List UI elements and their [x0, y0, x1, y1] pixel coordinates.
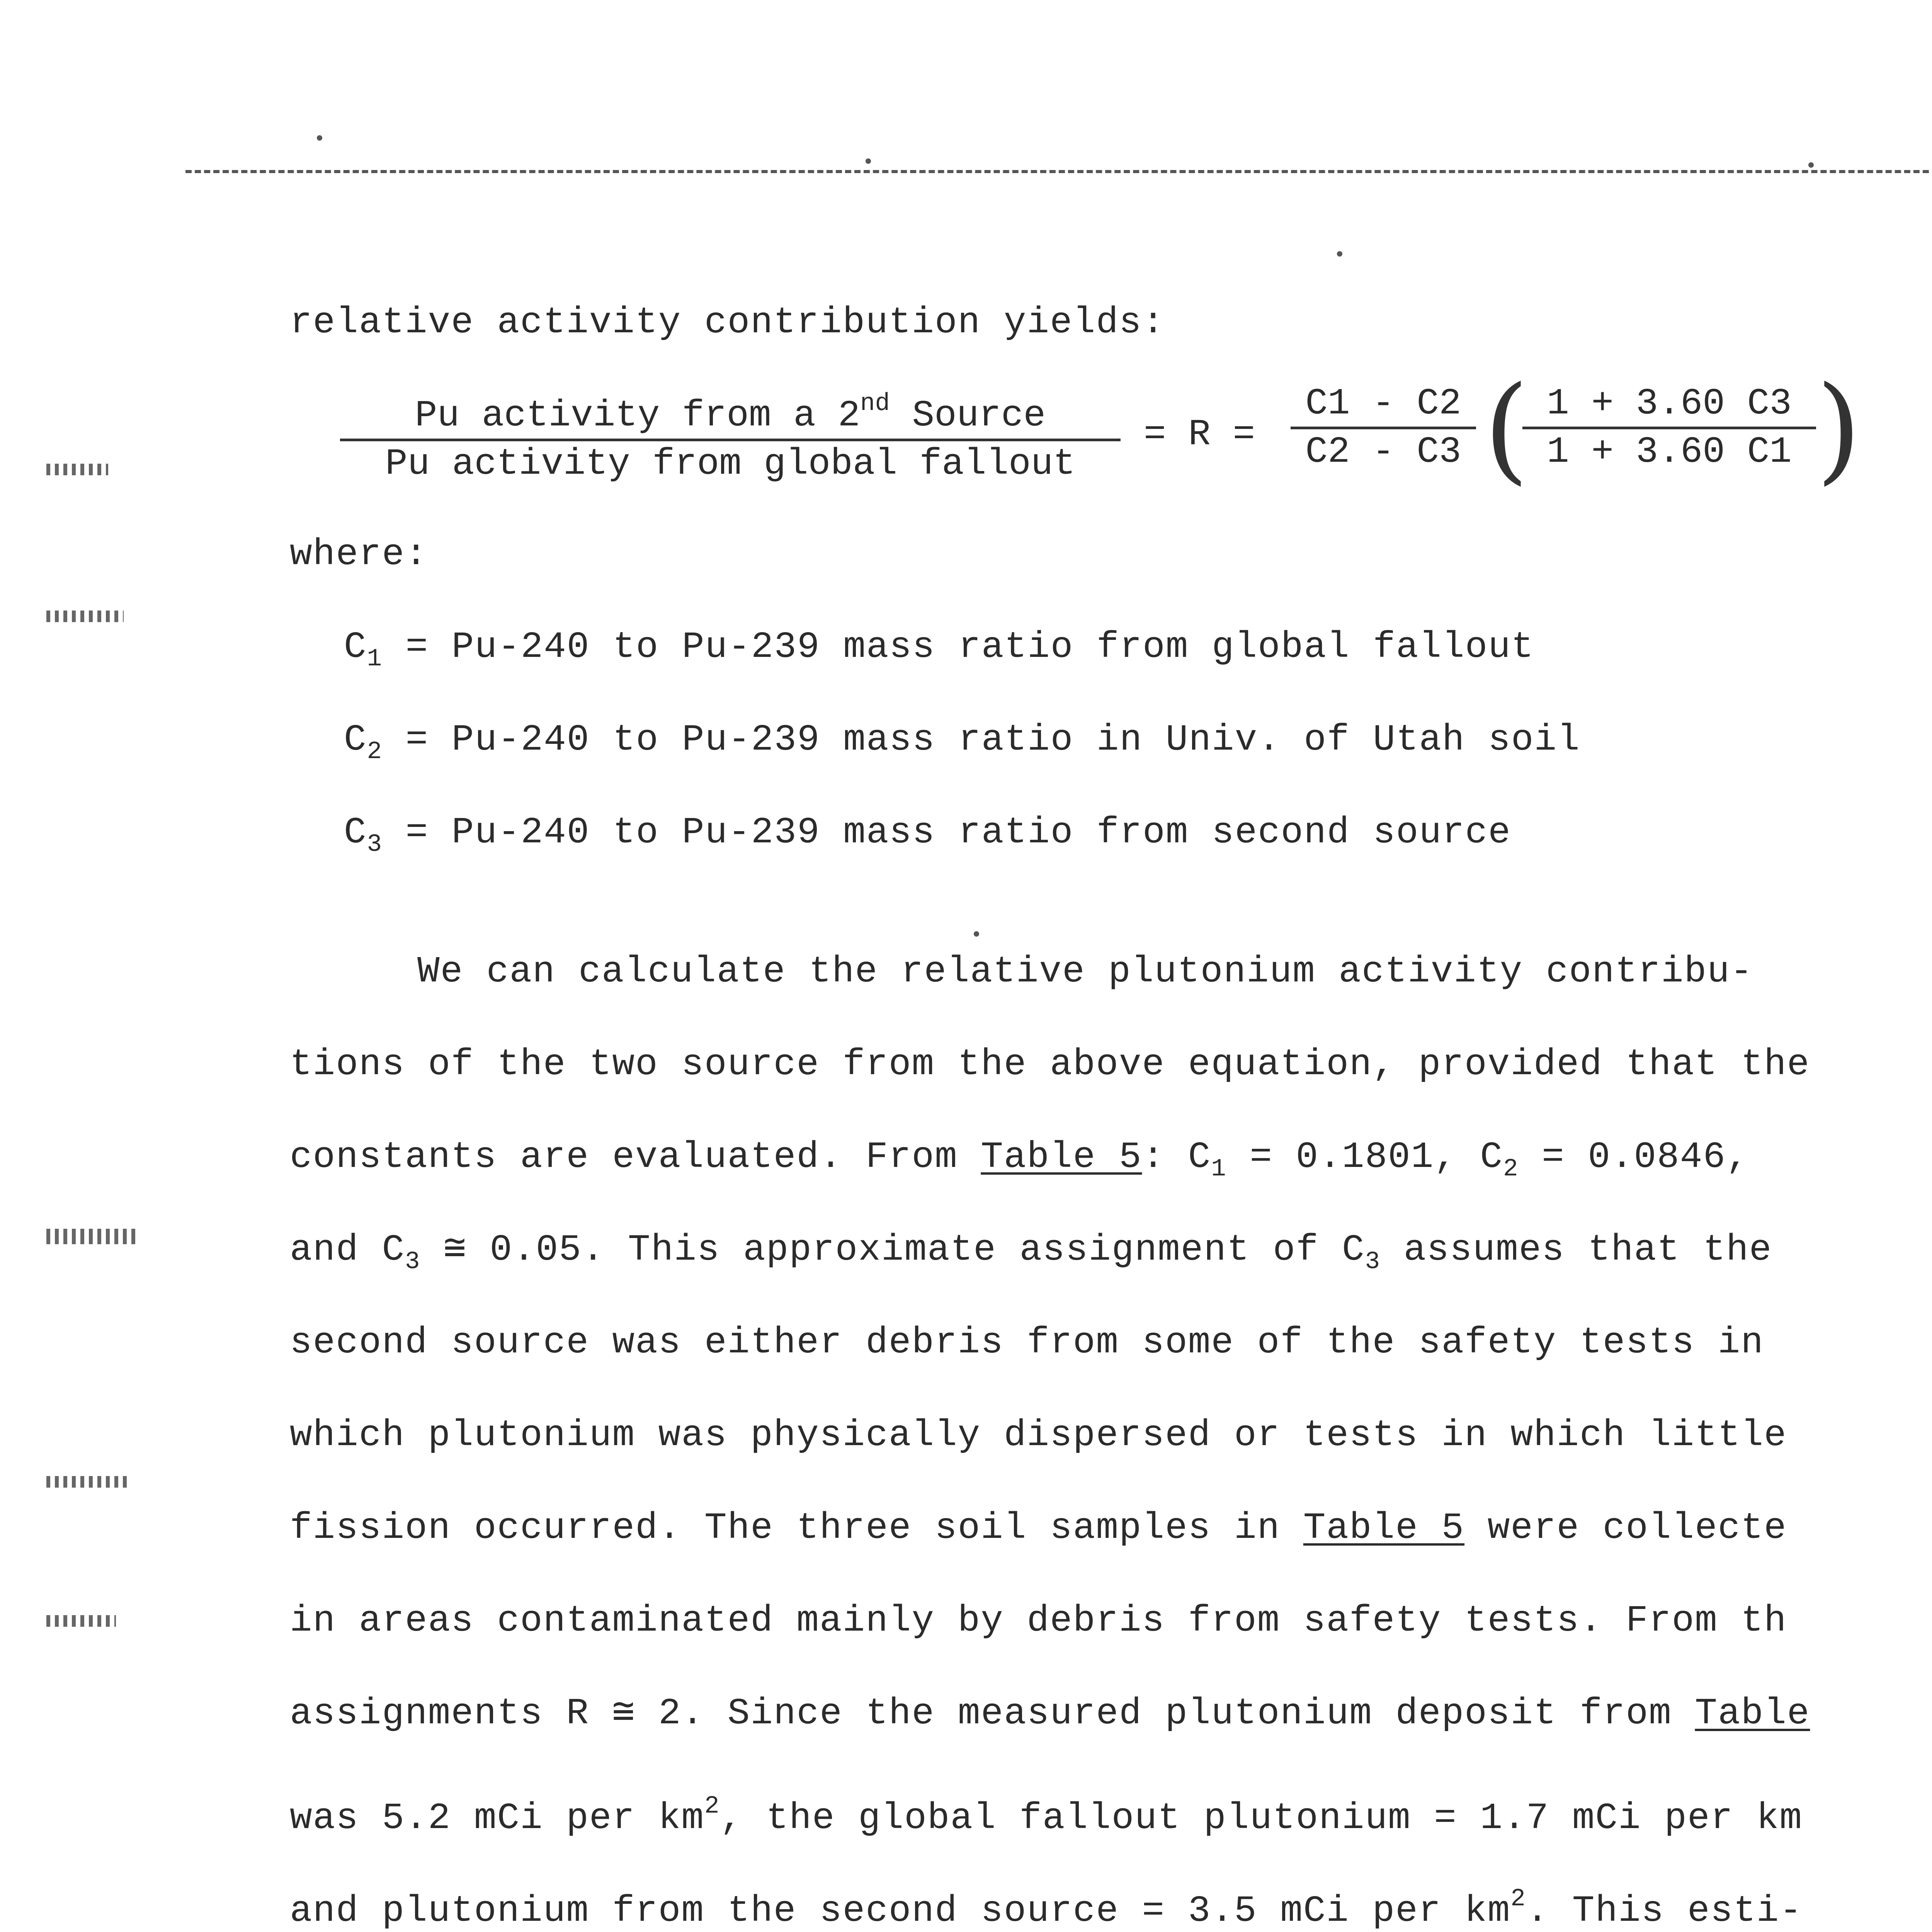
definition-c2: $C_2 = Pu-240$ to Pu-239 mass ratio in Univ. of Utah soil	[344, 719, 1580, 766]
mass-ratio-numerator: C1 - C2	[1305, 383, 1461, 425]
paragraph-line: and plutonium from the second source = 3.5 mCi per $km^2$. This esti-	[290, 1885, 1803, 1932]
equals-r-sign: = R =	[1144, 413, 1255, 456]
margin-artifact	[46, 464, 108, 475]
table-reference: Table	[1695, 1692, 1810, 1735]
table-5-reference: Table 5	[981, 1136, 1142, 1178]
top-rule	[185, 170, 1932, 173]
paragraph-line: in areas contaminated mainly by debris from safety tests. From th	[290, 1600, 1787, 1642]
speck	[974, 931, 979, 937]
table-5-reference: Table 5	[1303, 1507, 1465, 1549]
mass-ratio-denominator: C2 - C3	[1305, 431, 1461, 473]
left-paren: (	[1484, 361, 1529, 496]
paragraph-line: second source was either debris from some of the safety tests in	[290, 1321, 1764, 1364]
fraction-bar	[1291, 427, 1476, 429]
intro-line: relative activity contribution yields:	[290, 301, 1165, 344]
speck	[1808, 162, 1814, 168]
paragraph-line: which plutonium was physically dispersed or tests in which little	[290, 1414, 1787, 1456]
margin-artifact	[46, 1615, 116, 1627]
margin-artifact	[46, 611, 124, 622]
activity-ratio-denominator: Pu activity from global fallout	[385, 443, 1075, 485]
speck	[317, 135, 322, 141]
mass-ratio-fraction	[1291, 383, 1476, 473]
paragraph-line: fission occurred. The three soil samples in Table 5 were collecte	[290, 1507, 1787, 1549]
paragraph-line: constants are evaluated. From Table 5: $C_1 = 0.1801$, $C_2 = 0.0846$,	[290, 1136, 1749, 1183]
activity-ratio-numerator: Pu activity from a 2nd Source	[415, 390, 1046, 437]
where-label: where:	[290, 533, 428, 575]
paragraph-line: assignments R ≅ 2. Since the measured plutonium deposit from Table	[290, 1692, 1810, 1735]
margin-artifact	[46, 1476, 131, 1488]
correction-numerator: 1 + 3.60 C3	[1547, 383, 1792, 425]
fraction-bar	[1522, 427, 1816, 429]
paragraph-line: We can calculate the relative plutonium activity contribu-	[417, 951, 1753, 993]
correction-denominator: 1 + 3.60 C1	[1547, 431, 1792, 473]
correction-fraction	[1522, 383, 1816, 473]
speck	[866, 158, 871, 164]
activity-ratio-fraction	[340, 383, 1121, 485]
definition-c3: $C_3 = Pu-240$ to Pu-239 mass ratio from second source	[344, 811, 1511, 859]
ratio-equation	[340, 361, 1862, 498]
definition-c1: $C_1 = Pu-240$ to Pu-239 mass ratio from global fallout	[344, 626, 1534, 673]
margin-artifact	[46, 1229, 139, 1244]
speck	[1337, 251, 1342, 257]
right-paren: )	[1816, 361, 1862, 496]
fraction-bar	[340, 439, 1121, 441]
paragraph-line: and $C_3$ ≅ 0.05. This approximate assignment of $C_3$ assumes that the	[290, 1229, 1772, 1276]
paragraph-line: was 5.2 mCi per $km^2$, the global fallout plutonium = 1.7 mCi per km	[290, 1793, 1803, 1839]
paragraph-line: tions of the two source from the above equation, provided that the	[290, 1043, 1810, 1085]
